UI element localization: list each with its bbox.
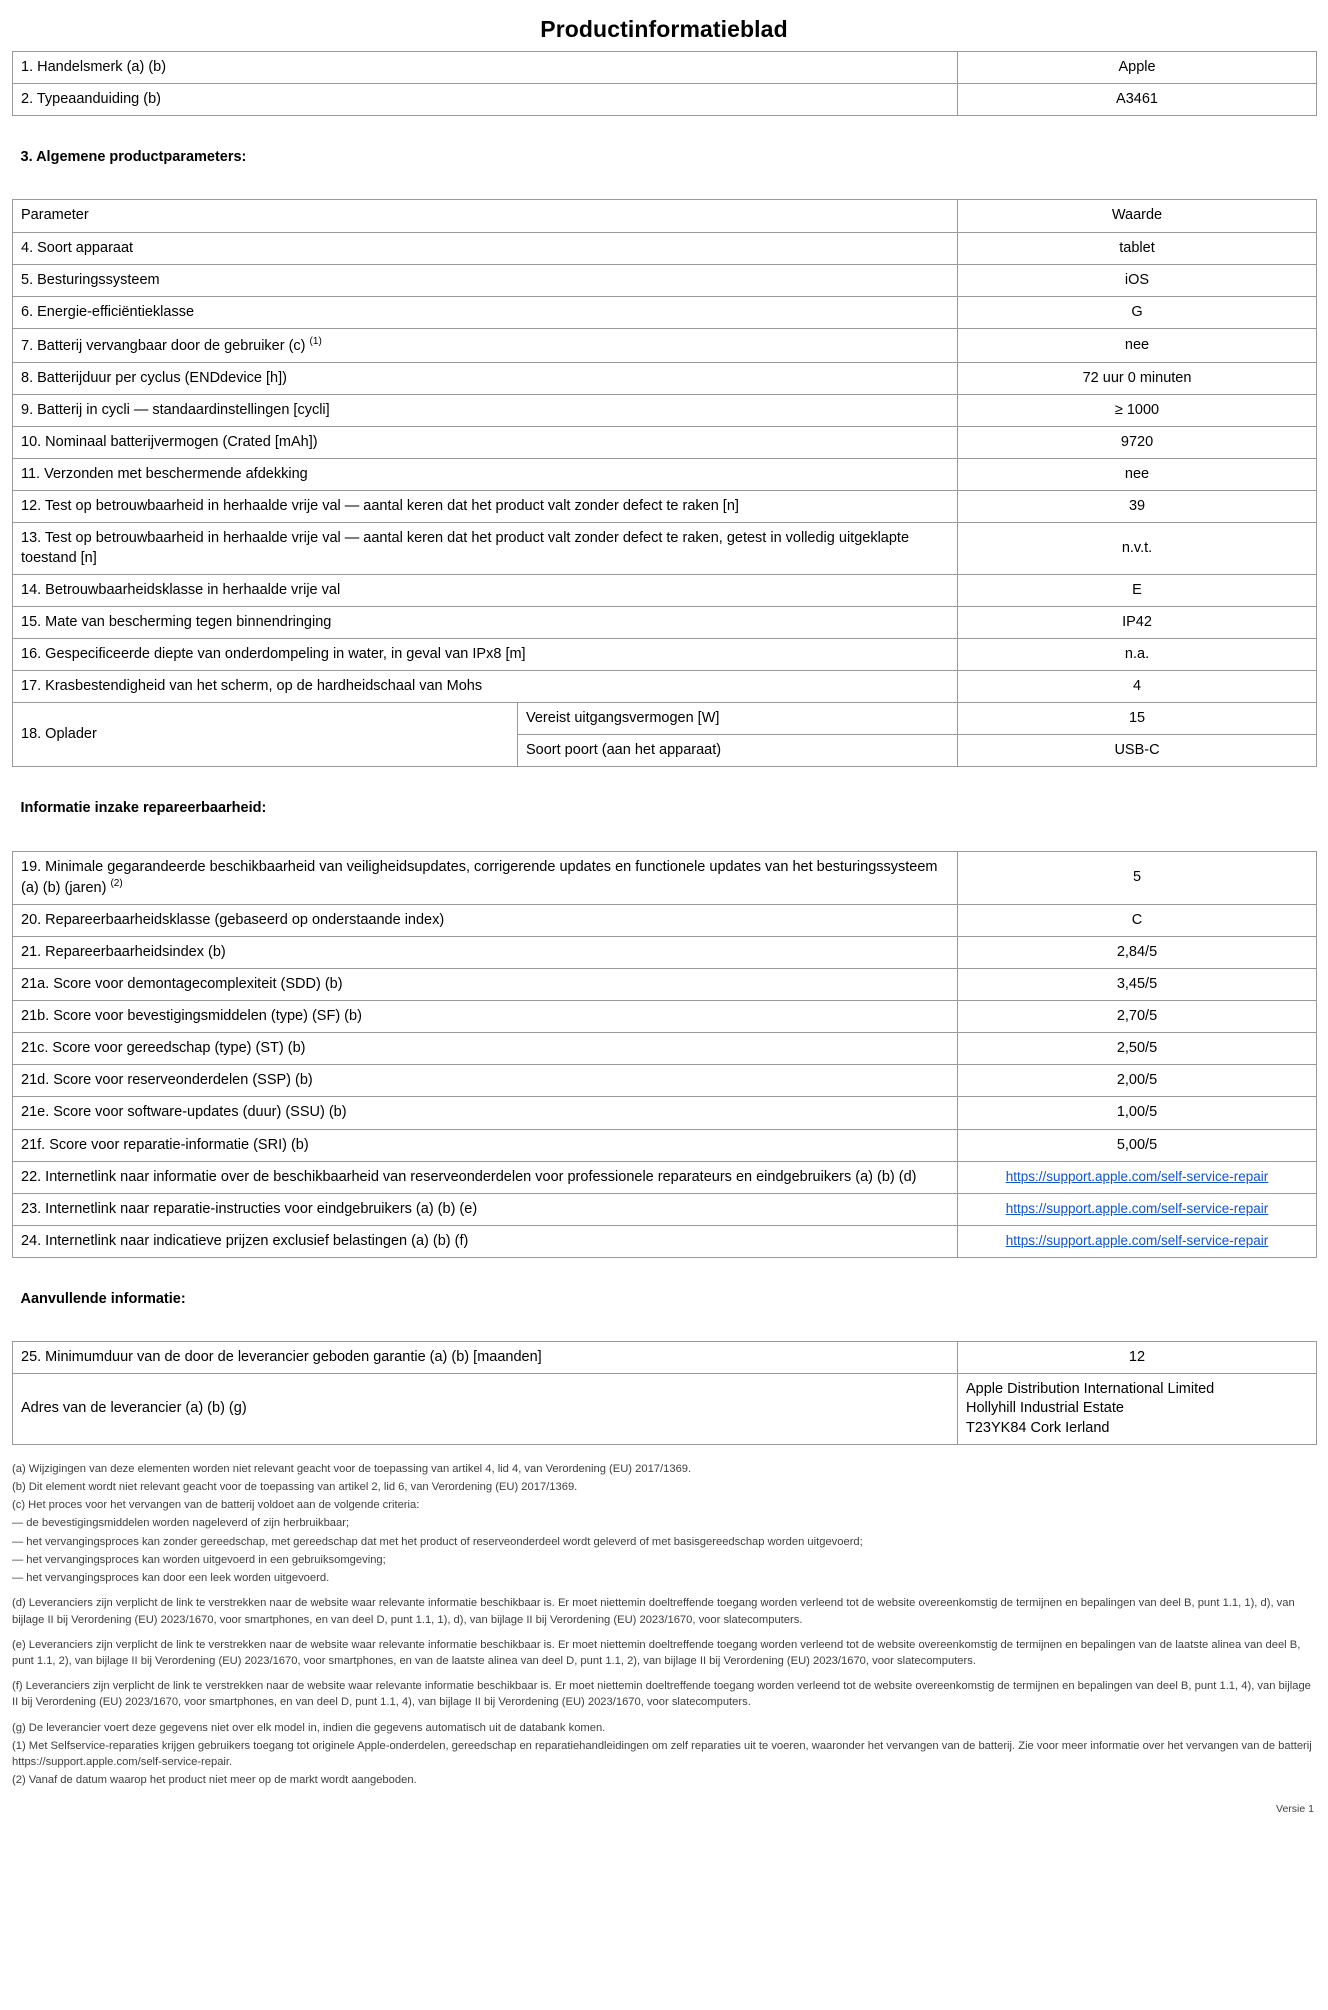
repairability-class-label: 20. Repareerbaarheidsklasse (gebaseerd op onderstaande index) xyxy=(13,904,958,936)
supplier-address-line-3: T23YK84 Cork Ierland xyxy=(966,1419,1110,1436)
drop-test-unfolded-value: n.v.t. xyxy=(958,523,1317,574)
table-row xyxy=(13,1065,1317,1097)
section-heading-general-label: 3. Algemene productparameters: xyxy=(20,149,247,166)
column-header-parameter: Parameter xyxy=(13,200,958,232)
spacer xyxy=(13,825,1317,852)
footnote-a: (a) Wijzigingen van deze elementen worden niet relevant geacht voor de toepassing van artikel 4, lid 4, van Verordening (EU) 2017/1369. xyxy=(12,1462,692,1475)
charger-power-value: 15 xyxy=(958,703,1317,735)
supplier-address-line-2: Hollyhill Industrial Estate xyxy=(966,1400,1124,1417)
indicative-prices-link-label: 24. Internetlink naar indicatieve prijzen exclusief belastingen (a) (b) (f) xyxy=(13,1225,958,1257)
table-row xyxy=(13,427,1317,459)
security-updates-label xyxy=(13,851,958,904)
indicative-prices-link[interactable]: https://support.apple.com/self-service-repair xyxy=(1005,1232,1269,1248)
footnote-marker-1: (1) xyxy=(309,335,322,347)
battery-replaceable-text: 7. Batterij vervangbaar door de gebruiker (c) xyxy=(21,337,306,354)
table-row xyxy=(13,52,1317,84)
table-row xyxy=(13,1033,1317,1065)
footnote-1: (1) Met Selfservice-reparaties krijgen gebruikers toegang tot originele Apple-onderdelen, gereedschap en reparatiehandleidingen om zelf reparaties uit te voeren, waaronder het vervangen van de batterij. Zie voor meer informatie over het vervangen van de batterij https://support.apple.com/self-service-repair. xyxy=(12,1739,1312,1769)
spacer xyxy=(13,767,1317,793)
table-row xyxy=(13,1193,1317,1225)
battery-cycles-label: 9. Batterij in cycli — standaardinstellingen [cycli] xyxy=(13,394,958,426)
table-row xyxy=(13,1097,1317,1129)
ingress-protection-label: 15. Mate van bescherming tegen binnendringing xyxy=(13,606,958,638)
drop-test-unfolded-label: 13. Test op betrouwbaarheid in herhaalde vrije val — aantal keren dat het product valt zonder defect te raken, getest in volledig uitgeklapte toestand [n] xyxy=(13,523,958,574)
section-heading-additional xyxy=(13,1284,1317,1315)
protective-cover-label: 11. Verzonden met beschermende afdekking xyxy=(13,459,958,491)
table-row xyxy=(13,459,1317,491)
footnotes xyxy=(12,1461,1316,1789)
score-sri-label: 21f. Score voor reparatie-informatie (SRI) (b) xyxy=(13,1129,958,1161)
table-row xyxy=(13,968,1317,1000)
footnote-c-bullet-1: — de bevestigingsmiddelen worden nageleverd of zijn herbruikbaar; xyxy=(12,1517,350,1530)
table-row xyxy=(13,1374,1317,1444)
general-parameters-table xyxy=(12,116,1317,767)
version-label: Versie 1 xyxy=(1276,1802,1314,1815)
os-value: iOS xyxy=(958,264,1317,296)
device-type-label: 4. Soort apparaat xyxy=(13,232,958,264)
score-sf-label: 21b. Score voor bevestigingsmiddelen (type) (SF) (b) xyxy=(13,1001,958,1033)
footnote-2: (2) Vanaf de datum waarop het product niet meer op de markt wordt aangeboden. xyxy=(12,1774,417,1787)
security-updates-value: 5 xyxy=(958,851,1317,904)
spacer xyxy=(13,1258,1317,1284)
table-row xyxy=(13,703,1317,735)
score-ssu-value: 1,00/5 xyxy=(958,1097,1317,1129)
section-heading-general xyxy=(13,142,1317,173)
trademark-label: 1. Handelsmerk (a) (b) xyxy=(13,52,958,84)
table-row xyxy=(13,851,1317,904)
score-ssu-label: 21e. Score voor software-updates (duur) (SSU) (b) xyxy=(13,1097,958,1129)
score-sdd-label: 21a. Score voor demontagecomplexiteit (SDD) (b) xyxy=(13,968,958,1000)
indicative-prices-link-cell[interactable] xyxy=(958,1225,1317,1257)
footnote-c-bullet-4: — het vervangingsproces kan door een leek worden uitgevoerd. xyxy=(12,1572,330,1585)
drop-reliability-class-label: 14. Betrouwbaarheidsklasse in herhaalde vrije val xyxy=(13,574,958,606)
table-row xyxy=(13,638,1317,670)
battery-cycles-value: ≥ 1000 xyxy=(958,394,1317,426)
footnote-c: (c) Het proces voor het vervangen van de batterij voldoet aan de volgende criteria: xyxy=(12,1499,420,1512)
scratch-resistance-label: 17. Krasbestendigheid van het scherm, op de hardheidschaal van Mohs xyxy=(13,671,958,703)
supplier-address-value xyxy=(958,1374,1317,1444)
score-sri-value: 5,00/5 xyxy=(958,1129,1317,1161)
table-row xyxy=(13,394,1317,426)
table-row xyxy=(13,1225,1317,1257)
battery-replaceable-label xyxy=(13,328,958,362)
footnote-g: (g) De leverancier voert deze gegevens niet over elk model in, indien die gegevens automatisch uit de databank komen. xyxy=(12,1721,606,1734)
table-row xyxy=(13,362,1317,394)
section-heading-additional-label: Aanvullende informatie: xyxy=(20,1291,186,1308)
charger-power-label: Vereist uitgangsvermogen [W] xyxy=(518,703,958,735)
spare-parts-link[interactable]: https://support.apple.com/self-service-repair xyxy=(1005,1168,1269,1184)
table-row xyxy=(13,1001,1317,1033)
score-sf-value: 2,70/5 xyxy=(958,1001,1317,1033)
repair-instructions-link-cell[interactable] xyxy=(958,1193,1317,1225)
footnote-b: (b) Dit element wordt niet relevant geacht voor de toepassing van artikel 2, lid 6, van Verordening (EU) 2017/1369. xyxy=(12,1480,578,1493)
score-st-label: 21c. Score voor gereedschap (type) (ST) (b) xyxy=(13,1033,958,1065)
footnote-c-bullet-2: — het vervangingsproces kan zonder gereedschap, met gereedschap dat met het product of reserveonderdeel wordt geleverd of met basisgereedschap worden uitgevoerd; xyxy=(12,1535,863,1548)
table-row xyxy=(13,606,1317,638)
score-ssp-label: 21d. Score voor reserveonderdelen (SSP) (b) xyxy=(13,1065,958,1097)
additional-information-table xyxy=(12,1258,1317,1445)
immersion-depth-value: n.a. xyxy=(958,638,1317,670)
repairability-index-value: 2,84/5 xyxy=(958,936,1317,968)
warranty-value: 12 xyxy=(958,1342,1317,1374)
repairability-table xyxy=(12,767,1317,1258)
repairability-class-value: C xyxy=(958,904,1317,936)
spacer xyxy=(13,116,1317,142)
ingress-protection-value: IP42 xyxy=(958,606,1317,638)
table-row xyxy=(13,1129,1317,1161)
top-identification-table xyxy=(12,51,1317,116)
footnote-marker-2: (2) xyxy=(110,877,123,889)
spacer xyxy=(13,173,1317,200)
drop-test-label: 12. Test op betrouwbaarheid in herhaalde vrije val — aantal keren dat het product valt zonder defect te raken [n] xyxy=(13,491,958,523)
scratch-resistance-value: 4 xyxy=(958,671,1317,703)
page-title: Productinformatieblad xyxy=(540,16,788,42)
table-row xyxy=(13,904,1317,936)
energy-class-label: 6. Energie-efficiëntieklasse xyxy=(13,296,958,328)
battery-capacity-value: 9720 xyxy=(958,427,1317,459)
drop-test-value: 39 xyxy=(958,491,1317,523)
footnote-d: (d) Leveranciers zijn verplicht de link te verstrekken naar de website waar relevante informatie beschikbaar is. Er moet niettemin doeltreffende toegang worden verleend tot de website overeenkomstig de termijnen en bepalingen van deel B, punt 1.1, 1), d), van bijlage II bij Verordening (EU) 2023/1670, voor smartphones, en van deel D, punt 1.1, 1), d), van bijlage II bij Verordening (EU) 2023/1670, voor slatecomputers. xyxy=(12,1597,1295,1626)
repairability-index-label: 21. Repareerbaarheidsindex (b) xyxy=(13,936,958,968)
table-row xyxy=(13,1342,1317,1374)
os-label: 5. Besturingssysteem xyxy=(13,264,958,296)
supplier-address-label: Adres van de leverancier (a) (b) (g) xyxy=(13,1374,958,1444)
table-row xyxy=(13,936,1317,968)
charger-label: 18. Oplader xyxy=(13,703,518,767)
charger-port-value: USB-C xyxy=(958,735,1317,767)
battery-replaceable-value: nee xyxy=(958,328,1317,362)
charger-port-label: Soort poort (aan het apparaat) xyxy=(518,735,958,767)
table-row xyxy=(13,574,1317,606)
table-row xyxy=(13,84,1317,116)
table-row xyxy=(13,232,1317,264)
table-row xyxy=(13,264,1317,296)
footnote-e: (e) Leveranciers zijn verplicht de link te verstrekken naar de website waar relevante informatie beschikbaar is. Er moet niettemin doeltreffende toegang worden verleend tot de website overeenkomstig de termijnen en bepalingen van de laatste alinea van deel B, punt 1.1, 2), van bijlage II bij Verordening (EU) 2023/1670, voor smartphones, en van de laatste alinea van deel D, punt 1.1, 2), van bijlage II bij Verordening (EU) 2023/1670, voor slatecomputers. xyxy=(12,1638,1301,1667)
score-st-value: 2,50/5 xyxy=(958,1033,1317,1065)
column-header-value: Waarde xyxy=(958,200,1317,232)
device-type-value: tablet xyxy=(958,232,1317,264)
score-ssp-value: 2,00/5 xyxy=(958,1065,1317,1097)
section-heading-repair-label: Informatie inzake repareerbaarheid: xyxy=(20,800,267,817)
footnote-f: (f) Leveranciers zijn verplicht de link te verstrekken naar de website waar relevante informatie beschikbaar is. Er moet niettemin doeltreffende toegang worden verleend tot de website overeenkomstig de termijnen en bepalingen van deel B, punt 1.1, 4), van bijlage II bij Verordening (EU) 2023/1670, voor smartphones, en van deel D, punt 1.1, 4), van bijlage II bij Verordening (EU) 2023/1670, voor slatecomputers. xyxy=(12,1680,1311,1709)
table-row xyxy=(13,296,1317,328)
trademark-value: Apple xyxy=(958,52,1317,84)
table-row xyxy=(13,491,1317,523)
footnote-c-bullet-3: — het vervangingsproces kan worden uitgevoerd in een gebruiksomgeving; xyxy=(12,1553,386,1566)
supplier-address-line-1: Apple Distribution International Limited xyxy=(966,1381,1215,1398)
table-row xyxy=(13,328,1317,362)
table-header-row xyxy=(13,200,1317,232)
drop-reliability-class-value: E xyxy=(958,574,1317,606)
table-row xyxy=(13,523,1317,574)
spare-parts-link-label: 22. Internetlink naar informatie over de beschikbaarheid van reserveonderdelen voor professionele reparateurs en eindgebruikers (a) (b) (d) xyxy=(13,1161,958,1193)
battery-endurance-value: 72 uur 0 minuten xyxy=(958,362,1317,394)
repair-instructions-link-label: 23. Internetlink naar reparatie-instructies voor eindgebruikers (a) (b) (e) xyxy=(13,1193,958,1225)
energy-class-value: G xyxy=(958,296,1317,328)
table-row xyxy=(13,671,1317,703)
protective-cover-value: nee xyxy=(958,459,1317,491)
table-row xyxy=(13,1161,1317,1193)
battery-capacity-label: 10. Nominaal batterijvermogen (Crated [mAh]) xyxy=(13,427,958,459)
score-sdd-value: 3,45/5 xyxy=(958,968,1317,1000)
battery-endurance-label: 8. Batterijduur per cyclus (ENDdevice [h]) xyxy=(13,362,958,394)
spare-parts-link-cell[interactable] xyxy=(958,1161,1317,1193)
security-updates-text: 19. Minimale gegarandeerde beschikbaarheid van veiligheidsupdates, corrigerende updates en functionele updates van het besturingssysteem (a) (b) (jaren) xyxy=(21,858,938,896)
spacer xyxy=(13,1315,1317,1342)
warranty-label: 25. Minimumduur van de door de leverancier geboden garantie (a) (b) [maanden] xyxy=(13,1342,958,1374)
immersion-depth-label: 16. Gespecificeerde diepte van onderdompeling in water, in geval van IPx8 [m] xyxy=(13,638,958,670)
model-label: 2. Typeaanduiding (b) xyxy=(13,84,958,116)
model-value: A3461 xyxy=(958,84,1317,116)
section-heading-repair xyxy=(13,793,1317,824)
repair-instructions-link[interactable]: https://support.apple.com/self-service-repair xyxy=(1005,1200,1269,1216)
